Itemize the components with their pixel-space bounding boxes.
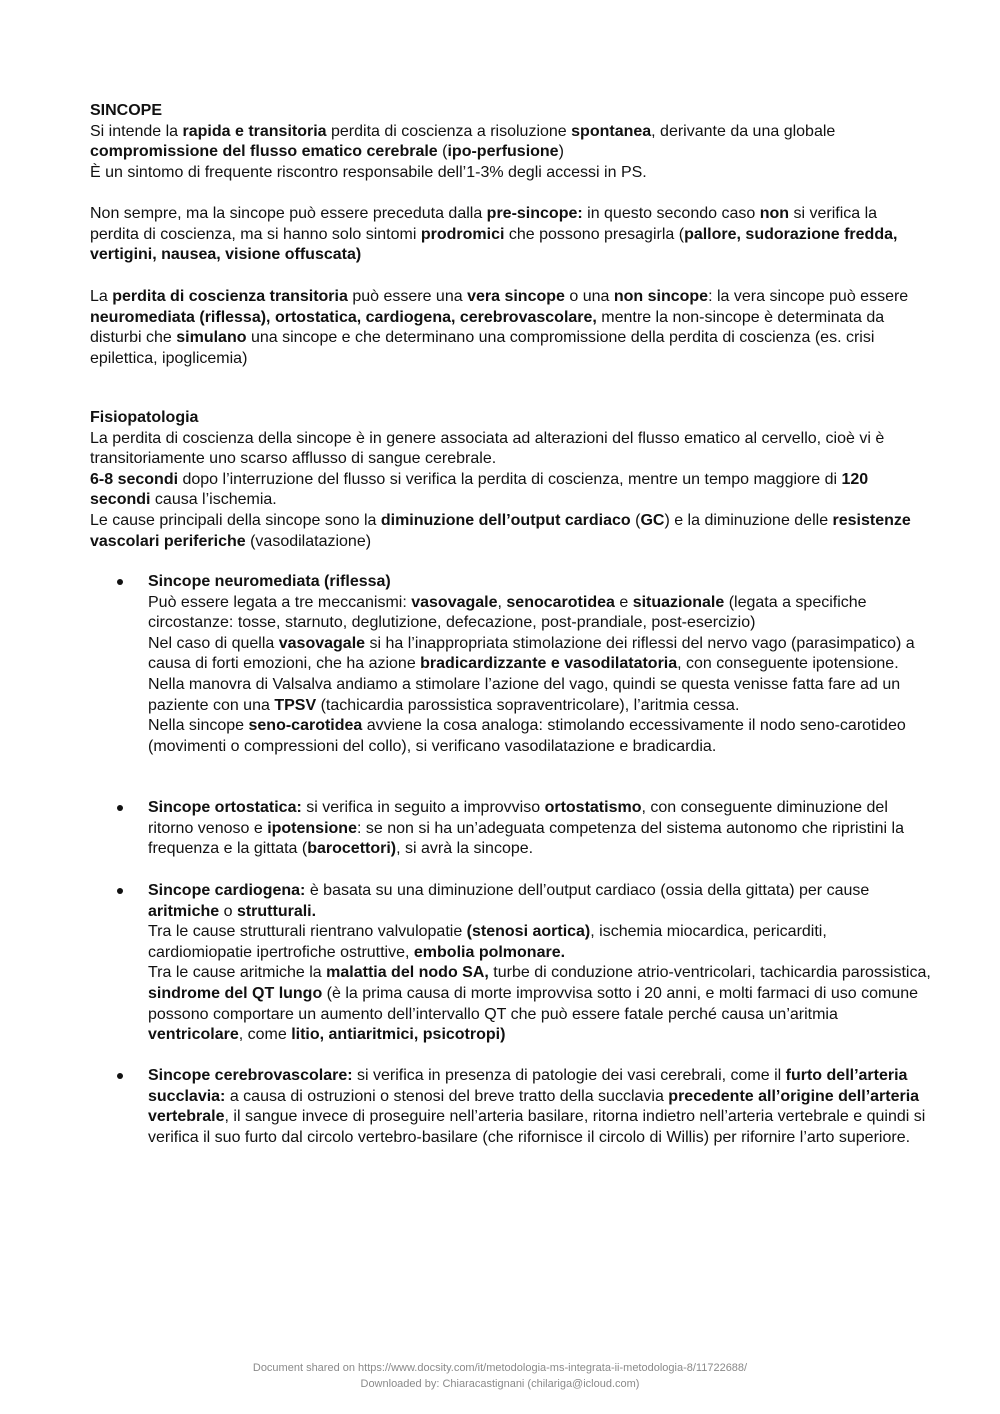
bold-term: Sincope cardiogena:: [148, 882, 306, 899]
bold-term: (stenosi aortica): [466, 923, 591, 941]
text-run: Nel caso di quella: [148, 634, 279, 652]
text-run: causa l’ischemia.: [150, 491, 277, 509]
bold-term: Sincope neuromediata (riflessa): [148, 573, 391, 590]
bullet-cerebrovascolare: [148, 1066, 933, 1148]
bullet-dot: [117, 888, 123, 894]
text-run: ): [558, 143, 564, 161]
bold-term: prodromici: [420, 225, 505, 243]
footer-shared-line: Document shared on https://www.docsity.com/it/metodologia-ms-integrata-ii-metodologia-8/11722688/: [252, 1362, 748, 1374]
text-run: : la vera sincope può essere: [708, 288, 909, 305]
text-run: Si intende la: [90, 122, 183, 140]
bold-term: ipotensione: [267, 819, 357, 837]
bold-term: ventricolare: [148, 1026, 239, 1044]
bold-term: embolia polmonare.: [413, 943, 566, 961]
bold-term: resistenze vascolari periferiche: [90, 511, 911, 550]
text-run: Tra le cause strutturali rientrano valvulopatie: [148, 923, 467, 941]
bullet-dot: [117, 805, 123, 811]
fisiopatologia-section: [90, 408, 930, 552]
bullet-ortostatica: [148, 798, 933, 860]
text-run: avviene la cosa analoga: stimolando eccessivamente il nodo seno-carotideo (movimenti o compressioni del collo), si verificano vasodilatazione e bradicardia.: [148, 717, 906, 755]
bold-term: sindrome del QT lungo: [148, 984, 323, 1002]
transient-loss-paragraph: [90, 287, 930, 369]
bold-term: litio, antiaritmici, psicotropi): [291, 1026, 506, 1044]
bold-term: non: [759, 205, 790, 222]
text-run: a causa di ostruzioni o stenosi del breve tratto della succlavia: [225, 1087, 669, 1105]
text-run: , ischemia miocardica, pericarditi, cardiomiopatie ipertrofiche ostruttive,: [148, 923, 827, 961]
text-run: , con conseguente ipotensione.: [677, 655, 899, 673]
bold-term: ortostatismo: [544, 799, 642, 816]
text-run: La: [90, 288, 113, 305]
bold-term: simulano: [176, 329, 247, 347]
bullet-dot: [117, 1073, 123, 1079]
bullet-dot: [117, 579, 123, 585]
text-run: Non sempre, ma la sincope può essere preceduta dalla: [90, 205, 487, 222]
bold-term: diminuzione dell’output cardiaco: [380, 511, 631, 529]
bold-term: 6-8 secondi: [90, 470, 179, 488]
text-run: È un sintomo di frequente riscontro responsabile dell’1-3% degli accessi in PS.: [90, 163, 647, 181]
bold-term: malattia del nodo SA,: [326, 964, 489, 982]
bold-term: furto dell’arteria succlavia:: [148, 1067, 908, 1105]
bold-term: spontanea: [571, 122, 652, 140]
text-run: o: [219, 902, 237, 920]
bold-term: TPSV: [274, 696, 317, 714]
text-run: Nella sincope: [148, 717, 249, 735]
text-run: , come: [238, 1026, 292, 1044]
bold-term: strutturali.: [236, 902, 317, 920]
bold-term: perdita di coscienza transitoria: [112, 288, 348, 305]
bold-term: seno-carotidea: [248, 717, 363, 735]
bold-term: compromissione del flusso ematico cerebrale: [90, 143, 438, 161]
text-run: dopo l’interruzione del flusso si verifica la perdita di coscienza, mentre un tempo maggiore di: [178, 470, 842, 488]
presincope-paragraph: [90, 204, 930, 266]
bold-term: senocarotidea: [506, 593, 615, 611]
bold-term: barocettori): [307, 840, 397, 858]
bold-term: bradicardizzante e vasodilatatoria: [420, 655, 678, 673]
text-run: è basata su una diminuzione dell’output cardiaco (ossia della gittata) per cause: [305, 882, 870, 899]
section-title: Fisiopatologia: [90, 409, 199, 426]
footer-download-line: Downloaded by: Chiaracastignani (chilariga@icloud.com): [360, 1378, 640, 1390]
text-run: una sincope e che determinano una compromissione della perdita di coscienza (es. crisi epilettica, ipoglicemia): [90, 329, 875, 367]
text-run: si verifica in seguito a improvviso: [301, 799, 545, 816]
text-run: si ha l’inappropriata stimolazione dei riflessi del nervo vago (parasimpatico) a causa di forti emozioni, che ha azione: [148, 634, 915, 673]
text-run: si verifica in presenza di patologie dei vasi cerebrali, come il: [352, 1067, 786, 1084]
text-run: o una: [564, 288, 614, 305]
text-run: Le cause principali della sincope sono la: [90, 511, 381, 529]
text-run: La perdita di coscienza della sincope è in genere associata ad alterazioni del flusso ematico al cervello, cioè vi è transitoriamente uno scarso afflusso di sangue cerebrale.: [90, 429, 885, 468]
text-run: Può essere legata a tre meccanismi:: [148, 593, 412, 611]
text-run: (: [437, 143, 448, 161]
fisiopatologia-paragraph: [90, 430, 911, 550]
text-run: Tra le cause aritmiche la: [148, 964, 327, 982]
bold-term: pallore, sudorazione fredda, vertigini, nausea, visione offuscata): [90, 225, 898, 264]
bold-term: neuromediata (riflessa), ortostatica, cardiogena, cerebrovascolare,: [90, 308, 597, 326]
text-run: , con conseguente diminuzione del ritorno venoso e: [148, 799, 888, 837]
text-run: (è la prima causa di morte improvvisa sotto i 20 anni, e molti farmaci di uso comune possono comportare un aumento dell’intervallo QT che può essere fatale perché causa un’aritmia: [148, 984, 919, 1023]
page-title: SINCOPE: [90, 102, 163, 119]
bold-term: precedente all’origine dell’arteria vertebrale: [148, 1087, 920, 1126]
text-run: : se non si ha un’adeguata competenza del sistema autonomo che ripristini la frequenza e la gittata (: [148, 819, 904, 858]
bold-term: vasovagale: [278, 634, 366, 652]
text-run: (vasodilatazione): [245, 532, 372, 550]
text-run: (tachicardia parossistica sopraventricolare), l’aritmia cessa.: [316, 696, 740, 714]
text-run: , il sangue invece di proseguire nell’arteria basilare, ritorna indietro nell’arteria vertebrale e quindi si verifica il suo furto dal circolo vertebro-basilare (che rifornisce il circolo di Willis) per rifornire l’arto superiore.: [148, 1108, 926, 1146]
text-run: può essere una: [347, 288, 468, 305]
intro-paragraph: [90, 123, 835, 181]
text-run: , derivante da una globale: [651, 122, 836, 140]
text-run: ) e la diminuzione delle: [664, 511, 833, 529]
text-run: e: [614, 593, 633, 611]
bold-term: pre-sincope:: [486, 205, 583, 222]
bullet-neuromediata: [148, 572, 933, 757]
bold-term: Sincope ortostatica:: [148, 799, 302, 816]
text-run: si verifica la perdita di coscienza, ma si hanno solo sintomi: [90, 205, 878, 243]
text-run: mentre la non-sincope è determinata da disturbi che: [90, 308, 885, 347]
text-run: che possono presagirla (: [504, 225, 685, 243]
text-run: in questo secondo caso: [582, 205, 760, 222]
bold-term: Sincope cerebrovascolare:: [148, 1067, 353, 1084]
bold-term: non sincope: [613, 288, 709, 305]
text-run: turbe di conduzione atrio-ventricolari, tachicardia parossistica,: [488, 964, 931, 982]
text-run: perdita di coscienza a risoluzione: [326, 122, 572, 140]
bold-term: situazionale: [632, 593, 725, 611]
bold-term: vasovagale: [411, 593, 498, 611]
text-run: Nella manovra di Valsalva andiamo a stimolare l’azione del vago, quindi se questa venisse fatta fare ad un paziente con una: [148, 675, 901, 714]
bold-term: GC: [640, 511, 665, 529]
text-run: (: [630, 511, 641, 529]
bold-term: vera sincope: [467, 288, 565, 305]
bold-term: rapida e transitoria: [182, 122, 327, 140]
bold-term: 120 secondi: [90, 470, 869, 509]
text-run: (legata a specifiche circostanze: tosse, starnuto, deglutizione, defecazione, post-prandiale, post-esercizio): [148, 593, 867, 632]
intro-section: [90, 101, 930, 183]
bold-term: aritmiche: [148, 902, 220, 920]
bullet-cardiogena: [148, 881, 933, 1046]
text-run: , si avrà la sincope.: [396, 840, 534, 858]
text-run: ,: [497, 593, 507, 611]
bold-term: ipo-perfusione: [447, 143, 559, 161]
